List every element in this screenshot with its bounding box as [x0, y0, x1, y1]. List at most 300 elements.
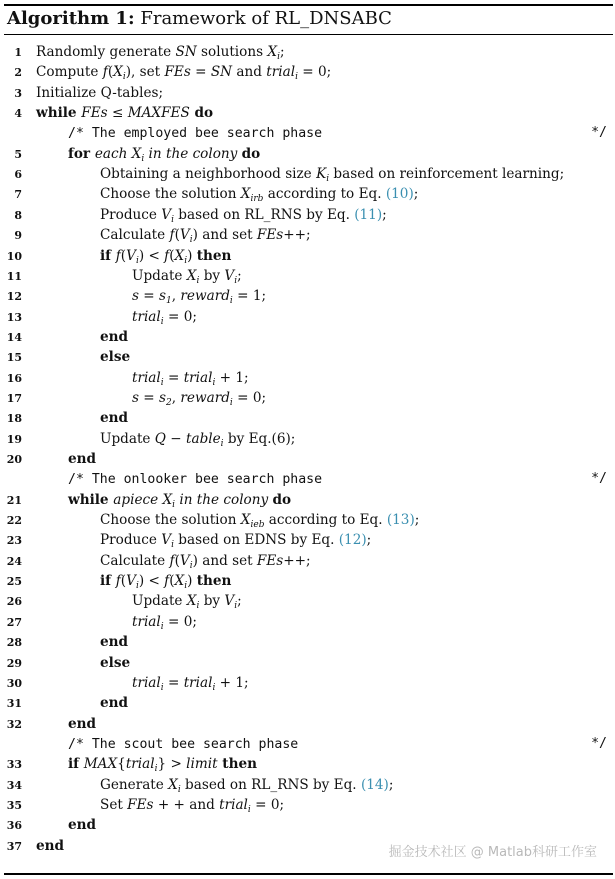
line-number: 37 [6, 839, 22, 853]
code-token: end [100, 410, 129, 427]
code-token: f [164, 573, 170, 590]
code-token: ; [413, 186, 419, 203]
code-token: X [162, 491, 173, 508]
code-token: + 1; [215, 369, 249, 386]
line-code [68, 123, 322, 144]
code-token: trial [132, 308, 161, 325]
line-number: 21 [6, 493, 22, 507]
subscript: i [229, 397, 233, 408]
subscript: i [184, 581, 188, 592]
code-token: ++; [283, 227, 311, 244]
comment-end: */ [591, 471, 607, 487]
line-code [36, 103, 213, 123]
line-code [100, 653, 130, 673]
code-token: then [196, 247, 232, 264]
line-number: 28 [6, 636, 22, 650]
subscript: i [184, 255, 188, 266]
code-token: ), set [125, 64, 165, 81]
code-token: V [224, 267, 235, 284]
algorithm-line [0, 653, 615, 673]
subscript: i [229, 296, 233, 307]
line-number: 18 [6, 412, 22, 426]
code-token: trial [183, 369, 213, 386]
line-code [132, 307, 197, 327]
line-number: 31 [6, 697, 22, 711]
line-code [132, 591, 242, 611]
code-token: trial [266, 64, 296, 81]
code-token: K [316, 166, 327, 183]
line-code [100, 327, 128, 347]
code-token: f [102, 64, 108, 81]
code-token: X [186, 267, 197, 284]
equation-reference: (10) [385, 186, 414, 203]
code-token: ; [237, 593, 242, 610]
code-token: end [36, 837, 65, 854]
code-token: V [179, 227, 190, 244]
code-token: + + and [153, 796, 220, 813]
code-token: V [224, 593, 235, 610]
code-token: reward [180, 389, 230, 406]
code-token: = [163, 674, 184, 691]
algorithm-line [0, 368, 615, 388]
line-number: 7 [14, 188, 22, 202]
line-code [132, 286, 266, 306]
subscript: i [171, 540, 174, 551]
subscript: i [160, 682, 164, 693]
line-code [36, 836, 64, 856]
code-token: ( [169, 573, 175, 590]
subscript: i [160, 316, 164, 327]
code-token: FEs [256, 227, 284, 244]
code-token: f [115, 573, 121, 590]
code-token: Compute [36, 64, 103, 81]
line-code [132, 266, 242, 286]
code-token: in the colony [144, 145, 242, 162]
code-token: ; [279, 44, 285, 60]
code-token: = 0; [250, 796, 285, 813]
code-token: ; [414, 512, 420, 529]
code-token: FEs [81, 105, 108, 122]
code-token: Choose the solution [100, 186, 241, 203]
code-token: trial [183, 674, 213, 691]
code-token: MAX [83, 756, 118, 773]
code-token: ; [366, 532, 372, 549]
top-rule [4, 4, 613, 6]
code-token: f [164, 247, 170, 264]
subscript: i [220, 438, 224, 449]
algorithm-line [0, 184, 615, 204]
algorithm-line [0, 164, 615, 184]
line-number: 11 [6, 269, 22, 283]
line-code [100, 429, 295, 449]
equation-reference: (11) [354, 206, 383, 223]
algorithm-comment-line [0, 734, 615, 754]
code-token: FEs [127, 796, 154, 813]
code-token: X [240, 512, 251, 529]
line-code [100, 184, 418, 204]
algorithm-line [0, 42, 615, 62]
code-token: Choose the solution [100, 512, 241, 529]
code-token: Calculate [100, 227, 170, 244]
algorithm-line [0, 632, 615, 652]
code-token: do [272, 491, 292, 508]
code-token: do [241, 145, 261, 162]
subscript: i [196, 601, 200, 612]
line-number: 15 [6, 351, 22, 365]
code-token: { [117, 756, 126, 773]
code-token: then [217, 756, 258, 773]
code-token: s [159, 389, 167, 406]
code-token: trial [132, 674, 161, 691]
line-code [100, 164, 564, 184]
bottom-rule [4, 873, 613, 875]
line-number: 1 [14, 46, 22, 59]
line-code [132, 368, 249, 388]
code-token: X [240, 186, 251, 203]
line-number: 36 [6, 819, 22, 833]
line-code [68, 714, 96, 734]
line-code [68, 815, 96, 835]
code-token: trial [219, 796, 248, 813]
algorithm-line [0, 612, 615, 632]
code-token: while [36, 105, 82, 122]
line-code [100, 530, 371, 550]
code-token: table [186, 430, 221, 447]
algorithm-line [0, 388, 615, 408]
code-token: Produce [100, 532, 162, 549]
code-token: /* The scout bee search phase [68, 736, 299, 752]
line-code [68, 144, 260, 164]
line-code [100, 408, 128, 428]
code-token: ) < [138, 247, 165, 264]
code-token: else [100, 654, 131, 671]
algorithm-line [0, 490, 615, 510]
algorithm-line [0, 815, 615, 835]
code-token: in the colony [175, 491, 273, 508]
code-token: f [169, 227, 175, 244]
code-token: = [138, 389, 160, 406]
code-token: by [199, 593, 225, 610]
code-token: = 1; [232, 288, 267, 305]
subscript: i [234, 601, 238, 612]
line-code [132, 673, 249, 693]
subscript: ieb [250, 520, 265, 531]
algorithm-name: Framework of RL_DNSABC [140, 8, 392, 29]
line-code [100, 225, 311, 245]
code-token: ) and set [192, 552, 257, 569]
line-number: 35 [6, 798, 22, 812]
algorithm-line [0, 144, 615, 164]
code-token: ( [174, 227, 180, 244]
line-number: 24 [6, 554, 22, 568]
line-code [100, 571, 231, 591]
code-token: s [132, 389, 139, 406]
algorithm-line [0, 225, 615, 245]
subscript: i [135, 581, 139, 592]
line-number: 8 [14, 208, 22, 222]
subscript: i [234, 275, 238, 286]
code-token: by Eq.(6); [223, 430, 296, 447]
code-token: end [100, 634, 129, 651]
line-code [36, 83, 163, 103]
code-token: else [100, 349, 131, 366]
line-number: 5 [14, 147, 22, 161]
code-token: trial [125, 756, 155, 773]
code-token: trial [132, 369, 161, 386]
line-code [36, 62, 331, 82]
code-token: do [189, 105, 214, 122]
code-token: ++; [283, 552, 311, 569]
line-number: 2 [14, 66, 22, 80]
code-token: X [131, 145, 142, 162]
code-token: Obtaining a neighborhood size [100, 166, 317, 183]
algorithm-line [0, 307, 615, 327]
line-number: 12 [6, 290, 22, 304]
code-token: Q [154, 430, 166, 447]
code-token: = 0; [163, 613, 197, 630]
line-number: 33 [6, 758, 22, 772]
code-token: X [174, 247, 185, 264]
code-token: = 0; [297, 64, 332, 81]
line-code [100, 246, 231, 266]
code-token: if [100, 247, 116, 264]
code-token: Initialize Q-tables; [36, 84, 164, 101]
code-token: Update [100, 430, 155, 447]
watermark: 掘金技术社区 @ Matlab科研工作室 [388, 845, 597, 860]
line-code [68, 469, 322, 490]
line-number: 17 [6, 391, 22, 405]
code-token: reward [180, 288, 230, 305]
algorithm-line [0, 205, 615, 225]
subscript: i [189, 560, 193, 571]
code-token: ; [382, 206, 387, 223]
code-token: according to Eq. [264, 512, 387, 529]
code-token: + 1; [215, 674, 249, 691]
subscript: i [247, 804, 251, 815]
code-token: end [68, 715, 97, 732]
code-token: ( [174, 552, 180, 569]
code-token: } > [157, 756, 187, 773]
code-token: based on RL_RNS by Eq. [173, 206, 355, 223]
line-number: 14 [6, 330, 22, 344]
algorithm-line [0, 673, 615, 693]
subscript: i [171, 214, 174, 225]
code-token: ) < [138, 573, 165, 590]
code-token: solutions [196, 44, 268, 60]
code-token: = [138, 288, 160, 305]
line-code [100, 510, 419, 530]
algorithm-line [0, 571, 615, 591]
code-token: each [94, 145, 132, 162]
code-token: X [168, 776, 178, 793]
algorithm-line [0, 510, 615, 530]
algorithm-comment-line [0, 469, 615, 489]
line-code [68, 449, 96, 469]
code-token: ; [237, 267, 242, 284]
code-token: Generate [100, 776, 169, 793]
code-token: Set [100, 796, 128, 813]
code-token: trial [132, 613, 161, 630]
line-code [100, 632, 128, 652]
title-rule [4, 34, 613, 35]
line-code [100, 205, 387, 225]
subscript: i [212, 377, 216, 388]
code-token: if [100, 573, 116, 590]
algorithm-comment-line [0, 123, 615, 143]
algorithm-line [0, 714, 615, 734]
code-token: = 0; [163, 308, 197, 325]
subscript: i [196, 275, 200, 286]
line-code [100, 795, 284, 815]
code-token: /* The employed bee search phase [68, 126, 323, 142]
subscript: irb [250, 194, 264, 205]
algorithm-line [0, 266, 615, 286]
line-number: 25 [6, 575, 22, 589]
line-number: 22 [6, 514, 22, 528]
code-token: Update [132, 593, 187, 610]
code-token: ) and set [192, 227, 257, 244]
code-token: X [174, 573, 185, 590]
line-number: 20 [6, 453, 22, 466]
line-number: 32 [6, 717, 22, 731]
equation-reference: (13) [386, 512, 415, 529]
line-code [68, 734, 298, 755]
algorithm-line [0, 286, 615, 306]
algorithm-line [0, 246, 615, 266]
line-number: 16 [6, 371, 22, 385]
code-token: /* The onlooker bee search phase [68, 472, 323, 488]
algorithm-line [0, 408, 615, 428]
code-token: − [165, 430, 186, 447]
subscript: i [172, 499, 176, 510]
code-token: ) [187, 247, 197, 264]
line-number: 13 [6, 310, 22, 324]
code-token: ( [169, 247, 175, 264]
code-token: Produce [100, 206, 162, 223]
code-token: based on reinforcement learning; [329, 166, 565, 183]
equation-reference: (12) [338, 532, 367, 549]
code-token: then [196, 573, 232, 590]
subscript: i [135, 255, 139, 266]
code-token: V [126, 573, 136, 590]
code-token: V [179, 552, 190, 569]
line-code [100, 347, 130, 367]
code-token: ( [120, 247, 127, 264]
line-code [132, 388, 266, 408]
code-token: and [232, 64, 267, 81]
subscript: i [212, 682, 216, 693]
code-token: FEs [256, 552, 284, 569]
code-token: limit [186, 756, 218, 773]
code-token: if [68, 756, 84, 773]
algorithm-line [0, 795, 615, 815]
code-token: Calculate [100, 552, 170, 569]
code-token: = [190, 64, 211, 81]
algorithm-line [0, 103, 615, 123]
line-number: 3 [14, 86, 22, 100]
code-token: MAXFES [127, 105, 190, 122]
code-token: FEs [164, 64, 191, 81]
code-token: end [100, 695, 129, 712]
line-code [68, 490, 291, 510]
code-token: for [68, 145, 95, 162]
subscript: i [160, 621, 164, 632]
algorithm-line [0, 591, 615, 611]
subscript: i [177, 784, 181, 795]
line-number: 9 [14, 229, 22, 243]
code-token: end [68, 451, 97, 467]
line-code [100, 551, 311, 571]
algorithm-label: Algorithm 1: [7, 8, 135, 29]
code-token: Update [132, 267, 187, 284]
algorithm-line [0, 693, 615, 713]
code-token: while [68, 491, 114, 508]
line-code [100, 693, 128, 713]
subscript: i [326, 174, 330, 185]
line-number: 29 [6, 656, 22, 670]
line-code [132, 612, 197, 632]
code-token: end [100, 328, 129, 345]
line-number: 26 [6, 595, 22, 609]
code-token: = 0; [232, 389, 267, 406]
line-code [36, 42, 285, 62]
code-token: V [161, 206, 172, 223]
code-token: f [169, 552, 175, 569]
line-number: 4 [14, 107, 22, 121]
code-token: V [126, 247, 136, 264]
subscript: 2 [166, 397, 172, 408]
code-token: X [113, 64, 123, 81]
algorithm-line [0, 551, 615, 571]
algorithm-line [0, 347, 615, 367]
code-token: ) [187, 573, 197, 590]
line-number: 34 [6, 778, 22, 792]
line-number: 10 [6, 249, 22, 263]
code-token: based on EDNS by Eq. [173, 532, 339, 549]
equation-reference: (14) [360, 776, 389, 793]
algorithm-line [0, 530, 615, 550]
code-token: ( [120, 573, 127, 590]
code-token: V [161, 532, 172, 549]
subscript: i [189, 235, 193, 246]
line-code [68, 754, 257, 774]
line-number: 6 [14, 168, 22, 182]
subscript: i [122, 72, 126, 83]
code-token: = [163, 369, 184, 386]
algorithm-line [0, 62, 615, 82]
code-token: end [68, 817, 97, 834]
code-token: based on RL_RNS by Eq. [180, 776, 361, 793]
code-token: SN [175, 44, 197, 60]
code-token: Randomly generate [36, 44, 176, 60]
subscript: i [277, 52, 280, 62]
code-token: ( [107, 64, 114, 81]
code-token: , [171, 288, 181, 305]
code-token: according to Eq. [263, 186, 386, 203]
code-token: s [159, 288, 167, 305]
subscript: i [295, 72, 298, 83]
line-number: 27 [6, 615, 22, 629]
code-token: X [186, 593, 197, 610]
code-token: by [199, 267, 225, 284]
line-number: 19 [6, 432, 22, 446]
algorithm-line [0, 775, 615, 795]
line-number: 23 [6, 534, 22, 548]
algorithm-title [7, 8, 392, 30]
code-token: apiece [113, 491, 163, 508]
code-token: X [267, 44, 278, 60]
algorithm-line [0, 327, 615, 347]
